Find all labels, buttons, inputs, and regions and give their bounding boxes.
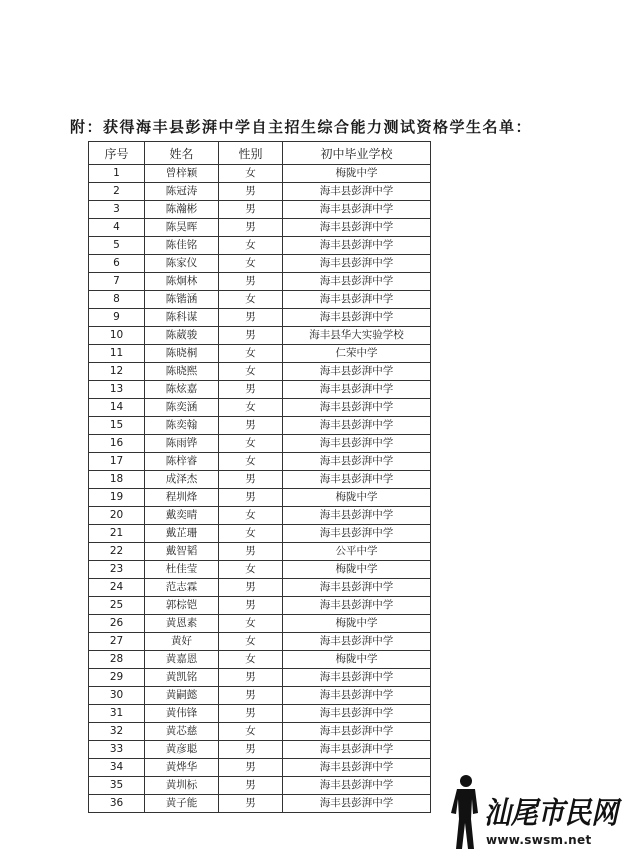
- table-row: [89, 363, 431, 381]
- svg-text:汕尾市民网: 汕尾市民网: [484, 796, 622, 831]
- cell-gender: 女: [219, 633, 283, 651]
- cell-name: 黄子能: [145, 795, 219, 813]
- table-row: [89, 777, 431, 795]
- cell-gender: 女: [219, 255, 283, 273]
- header-school: 初中毕业学校: [283, 142, 431, 165]
- cell-gender: 男: [219, 471, 283, 489]
- table-row: [89, 417, 431, 435]
- cell-gender: 男: [219, 273, 283, 291]
- cell-school: 海丰县彭湃中学: [283, 525, 431, 543]
- cell-school: 梅陇中学: [283, 651, 431, 669]
- cell-school: 海丰县彭湃中学: [283, 435, 431, 453]
- cell-name: 陈冠涛: [145, 183, 219, 201]
- cell-gender: 女: [219, 165, 283, 183]
- cell-name: 陈炫嘉: [145, 381, 219, 399]
- table-row: [89, 687, 431, 705]
- cell-gender: 女: [219, 723, 283, 741]
- cell-gender: 男: [219, 597, 283, 615]
- table-row: [89, 705, 431, 723]
- cell-gender: 女: [219, 453, 283, 471]
- cell-serial-number: 18: [89, 471, 145, 489]
- cell-name: 黄芯慈: [145, 723, 219, 741]
- cell-gender: 女: [219, 345, 283, 363]
- cell-name: 程圳烽: [145, 489, 219, 507]
- cell-serial-number: 28: [89, 651, 145, 669]
- cell-name: 陈瀚彬: [145, 201, 219, 219]
- cell-gender: 女: [219, 615, 283, 633]
- table-row: [89, 255, 431, 273]
- cell-school: 海丰县彭湃中学: [283, 795, 431, 813]
- cell-school: 海丰县彭湃中学: [283, 291, 431, 309]
- cell-school: 海丰县彭湃中学: [283, 741, 431, 759]
- cell-name: 戴芷珊: [145, 525, 219, 543]
- cell-serial-number: 6: [89, 255, 145, 273]
- cell-gender: 男: [219, 183, 283, 201]
- cell-gender: 男: [219, 201, 283, 219]
- table-row: [89, 345, 431, 363]
- cell-name: 陈家仪: [145, 255, 219, 273]
- cell-gender: 男: [219, 669, 283, 687]
- table-row: [89, 579, 431, 597]
- cell-school: 海丰县彭湃中学: [283, 579, 431, 597]
- table-row: [89, 327, 431, 345]
- cell-school: 海丰县彭湃中学: [283, 597, 431, 615]
- table-row: [89, 273, 431, 291]
- cell-name: 黄恩素: [145, 615, 219, 633]
- cell-serial-number: 15: [89, 417, 145, 435]
- cell-school: 梅陇中学: [283, 165, 431, 183]
- cell-serial-number: 30: [89, 687, 145, 705]
- table-row: [89, 219, 431, 237]
- site-calligraphy-logo: [482, 787, 622, 831]
- cell-serial-number: 21: [89, 525, 145, 543]
- table-row: [89, 489, 431, 507]
- cell-gender: 男: [219, 579, 283, 597]
- cell-serial-number: 36: [89, 795, 145, 813]
- table-row: [89, 183, 431, 201]
- table-row: [89, 507, 431, 525]
- cell-name: 陈锴涵: [145, 291, 219, 309]
- cell-name: 陈科谋: [145, 309, 219, 327]
- cell-school: 海丰县彭湃中学: [283, 777, 431, 795]
- cell-gender: 女: [219, 291, 283, 309]
- cell-name: 陈晓熙: [145, 363, 219, 381]
- cell-gender: 女: [219, 237, 283, 255]
- table-row: [89, 561, 431, 579]
- cell-gender: 男: [219, 417, 283, 435]
- cell-serial-number: 12: [89, 363, 145, 381]
- table-row: [89, 723, 431, 741]
- cell-serial-number: 16: [89, 435, 145, 453]
- cell-serial-number: 1: [89, 165, 145, 183]
- cell-serial-number: 31: [89, 705, 145, 723]
- cell-name: 陈炯林: [145, 273, 219, 291]
- table-row: [89, 651, 431, 669]
- cell-name: 成泽杰: [145, 471, 219, 489]
- cell-name: 陈奕涵: [145, 399, 219, 417]
- cell-name: 黄嗣懿: [145, 687, 219, 705]
- cell-gender: 男: [219, 219, 283, 237]
- table-row: [89, 741, 431, 759]
- cell-gender: 男: [219, 759, 283, 777]
- cell-name: 戴智韬: [145, 543, 219, 561]
- table-header-row: [89, 142, 431, 165]
- cell-gender: 男: [219, 705, 283, 723]
- cell-school: 海丰县华大实验学校: [283, 327, 431, 345]
- table-row: [89, 633, 431, 651]
- table-row: [89, 237, 431, 255]
- table-row: [89, 399, 431, 417]
- cell-serial-number: 9: [89, 309, 145, 327]
- cell-gender: 男: [219, 777, 283, 795]
- header-serial-number: 序号: [89, 142, 145, 165]
- table-row: [89, 669, 431, 687]
- cell-name: 范志霖: [145, 579, 219, 597]
- cell-school: 海丰县彭湃中学: [283, 363, 431, 381]
- cell-serial-number: 14: [89, 399, 145, 417]
- cell-school: 海丰县彭湃中学: [283, 399, 431, 417]
- header-name: 姓名: [145, 142, 219, 165]
- cell-gender: 男: [219, 543, 283, 561]
- cell-gender: 女: [219, 651, 283, 669]
- table-row: [89, 291, 431, 309]
- cell-gender: 男: [219, 795, 283, 813]
- cell-serial-number: 35: [89, 777, 145, 795]
- cell-school: 海丰县彭湃中学: [283, 309, 431, 327]
- table-row: [89, 525, 431, 543]
- cell-school: 海丰县彭湃中学: [283, 183, 431, 201]
- cell-gender: 女: [219, 507, 283, 525]
- cell-name: 陈葳骏: [145, 327, 219, 345]
- cell-school: 海丰县彭湃中学: [283, 237, 431, 255]
- cell-school: 海丰县彭湃中学: [283, 633, 431, 651]
- cell-name: 杜佳莹: [145, 561, 219, 579]
- cell-school: 海丰县彭湃中学: [283, 723, 431, 741]
- cell-gender: 男: [219, 309, 283, 327]
- student-roster-table: [88, 141, 431, 813]
- cell-serial-number: 23: [89, 561, 145, 579]
- cell-serial-number: 32: [89, 723, 145, 741]
- cell-name: 陈昊晖: [145, 219, 219, 237]
- cell-school: 海丰县彭湃中学: [283, 417, 431, 435]
- cell-school: 梅陇中学: [283, 615, 431, 633]
- cell-serial-number: 4: [89, 219, 145, 237]
- cell-name: 陈奕翰: [145, 417, 219, 435]
- cell-school: 海丰县彭湃中学: [283, 507, 431, 525]
- table-row: [89, 597, 431, 615]
- cell-school: 仁荣中学: [283, 345, 431, 363]
- site-url: www.swsm.net: [486, 833, 592, 847]
- table-row: [89, 543, 431, 561]
- cell-name: 黄好: [145, 633, 219, 651]
- cell-serial-number: 25: [89, 597, 145, 615]
- cell-gender: 女: [219, 363, 283, 381]
- cell-school: 海丰县彭湃中学: [283, 471, 431, 489]
- cell-serial-number: 8: [89, 291, 145, 309]
- cell-gender: 男: [219, 687, 283, 705]
- cell-gender: 男: [219, 381, 283, 399]
- table-row: [89, 615, 431, 633]
- cell-school: 梅陇中学: [283, 489, 431, 507]
- cell-name: 黄嘉恩: [145, 651, 219, 669]
- cell-school: 海丰县彭湃中学: [283, 759, 431, 777]
- cell-school: 梅陇中学: [283, 561, 431, 579]
- table-row: [89, 165, 431, 183]
- cell-name: 陈梓睿: [145, 453, 219, 471]
- cell-serial-number: 11: [89, 345, 145, 363]
- table-row: [89, 381, 431, 399]
- header-gender: 性别: [219, 142, 283, 165]
- cell-name: 黄伟锋: [145, 705, 219, 723]
- cell-serial-number: 3: [89, 201, 145, 219]
- cell-serial-number: 19: [89, 489, 145, 507]
- cell-serial-number: 27: [89, 633, 145, 651]
- cell-name: 曾梓颖: [145, 165, 219, 183]
- cell-name: 陈佳铭: [145, 237, 219, 255]
- cell-name: 陈晓桐: [145, 345, 219, 363]
- table-row: [89, 309, 431, 327]
- cell-gender: 女: [219, 525, 283, 543]
- document-heading: 附：获得海丰县彭湃中学自主招生综合能力测试资格学生名单：: [70, 118, 533, 136]
- cell-gender: 男: [219, 741, 283, 759]
- cell-serial-number: 34: [89, 759, 145, 777]
- table-row: [89, 759, 431, 777]
- cell-school: 海丰县彭湃中学: [283, 705, 431, 723]
- cell-serial-number: 24: [89, 579, 145, 597]
- cell-serial-number: 7: [89, 273, 145, 291]
- table-row: [89, 435, 431, 453]
- cell-name: 戴奕晴: [145, 507, 219, 525]
- cell-gender: 男: [219, 489, 283, 507]
- cell-name: 黄圳标: [145, 777, 219, 795]
- person-silhouette-icon: [448, 773, 482, 851]
- table-row: [89, 471, 431, 489]
- cell-serial-number: 5: [89, 237, 145, 255]
- cell-name: 黄烨华: [145, 759, 219, 777]
- cell-serial-number: 33: [89, 741, 145, 759]
- cell-gender: 女: [219, 561, 283, 579]
- cell-school: 海丰县彭湃中学: [283, 687, 431, 705]
- cell-name: 黄凯铭: [145, 669, 219, 687]
- cell-name: 黄彦聪: [145, 741, 219, 759]
- table-row: [89, 795, 431, 813]
- cell-serial-number: 29: [89, 669, 145, 687]
- cell-school: 海丰县彭湃中学: [283, 201, 431, 219]
- cell-serial-number: 2: [89, 183, 145, 201]
- cell-gender: 女: [219, 435, 283, 453]
- cell-serial-number: 17: [89, 453, 145, 471]
- cell-school: 公平中学: [283, 543, 431, 561]
- cell-school: 海丰县彭湃中学: [283, 453, 431, 471]
- site-watermark: [446, 773, 626, 853]
- cell-school: 海丰县彭湃中学: [283, 669, 431, 687]
- cell-serial-number: 20: [89, 507, 145, 525]
- cell-school: 海丰县彭湃中学: [283, 273, 431, 291]
- cell-school: 海丰县彭湃中学: [283, 255, 431, 273]
- cell-name: 郭棕铠: [145, 597, 219, 615]
- cell-school: 海丰县彭湃中学: [283, 381, 431, 399]
- cell-serial-number: 10: [89, 327, 145, 345]
- table-row: [89, 201, 431, 219]
- cell-gender: 女: [219, 399, 283, 417]
- cell-school: 海丰县彭湃中学: [283, 219, 431, 237]
- table-row: [89, 453, 431, 471]
- cell-serial-number: 22: [89, 543, 145, 561]
- cell-name: 陈雨铧: [145, 435, 219, 453]
- cell-serial-number: 13: [89, 381, 145, 399]
- table-body: [89, 165, 431, 813]
- cell-serial-number: 26: [89, 615, 145, 633]
- cell-gender: 男: [219, 327, 283, 345]
